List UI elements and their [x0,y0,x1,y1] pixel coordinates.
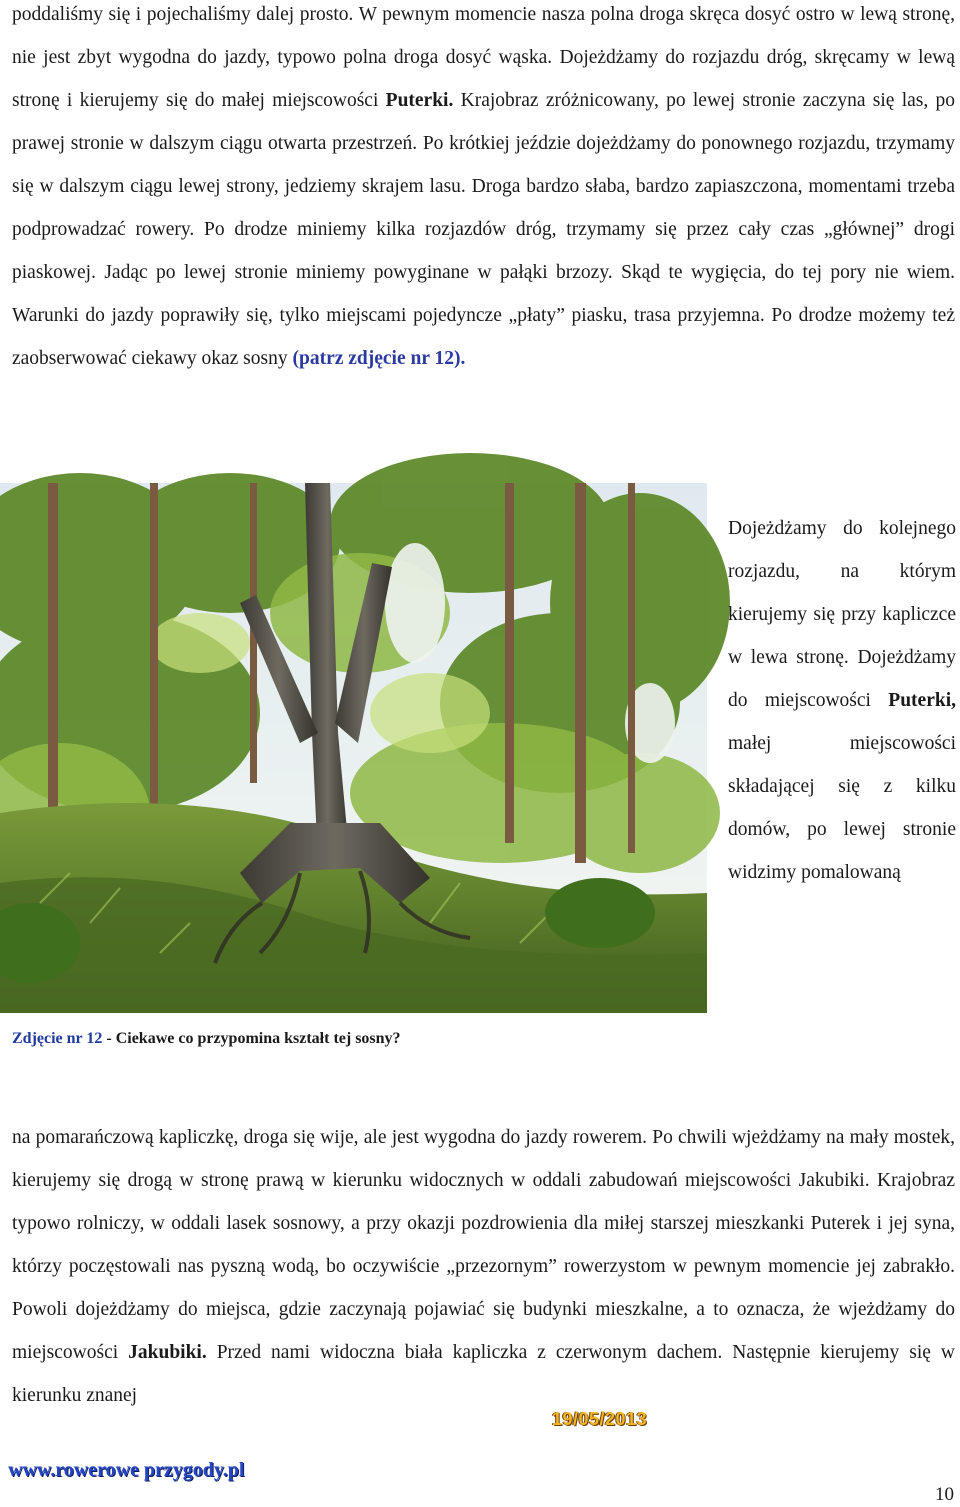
photo-caption-label: Zdjęcie nr 12 [12,1030,103,1047]
place-name-puterki: Puterki. [385,90,454,111]
place-name-jakubiki: Jakubiki. [128,1342,207,1363]
paragraph-sidebar: Dojeżdżamy do kolejnego rozjazdu, na którym kierujemy się przy kapliczce w lewa stronę. Dojeżdżamy do miejscowości Puterki, małej miejscowości składającej się z kilku domów, po lewej stronie widzimy pomalowaną [728,518,956,883]
photo-caption-text: - Ciekawe co przypomina kształt tej sosny? [102,1030,401,1047]
photo-caption [12,1030,401,1048]
photo-date-stamp: 19/05/2013 [552,1409,648,1429]
paragraph-intro: poddaliśmy się i pojechaliśmy dalej prosto. W pewnym momencie nasza polna droga skręca dosyć ostro w lewą stronę, nie jest zbyt wygodna do jazdy, typowo polna droga dosyć wąska. Dojeżdżamy do rozjazdu dróg, skręcamy w lewą stronę i kierujemy się do małej miejscowości Puterki. Krajobraz zróżnicowany, po lewej stronie zaczyna się las, po prawej stronie w dalszym ciągu otwarta przestrzeń. Po krótkiej jeździe dojeżdżamy do ponownego rozjazdu, trzymamy się w dalszym ciągu lewej strony, jedziemy skrajem lasu. Droga bardzo słaba, bardzo zapiaszczona, momentami trzeba podprowadzać rowery. Po drodze miniemy kilka rozjazdów dróg, trzymamy się przez cały czas „głównej” drogi piaskowej. Jadąc po lewej stronie miniemy powyginane w pałąki brzozy. Skąd te wygięcia, do tej pory nie wiem. Warunki do jazdy poprawiły się, tylko miejscami pojedyncze „płaty” piasku, trasa przyjemna. Po drodze możemy też zaobserwować ciekawy okaz sosny (patrz zdjęcie nr 12). [12,4,956,369]
photo-watermark: www.rowerowe przygody.pl [8,1459,245,1481]
photo-reference-link[interactable]: (patrz zdjęcie nr 12). [292,348,466,369]
pine-tree-photo-illustration [0,483,707,1013]
paragraph-continuation: na pomarańczową kapliczkę, droga się wije, ale jest wygodna do jazdy rowerem. Po chwili wjeżdżamy na mały mostek, kierujemy się drogą w stronę prawą w kierunku widocznych w oddali zabudowań miejscowości Jakubiki. Krajobraz typowo rolniczy, w oddali lasek sosnowy, a przy okazji pozdrowienia dla miłej starszej mieszkanki Puterek i jej syna, którzy poczęstowali nas pyszną wodą, bo oczywiście „przezornym” rowerzystom w pewnym momencie jej zabrakło. Powoli dojeżdżamy do miejsca, gdzie zaczynają pojawiać się budynki mieszkalne, a to oznacza, że wjeżdżamy do miejscowości Jakubiki. Przed nami widoczna biała kapliczka z czerwonym dachem. Następnie kierujemy się w kierunku znanej [12,1127,955,1406]
page-number: 10 [935,1484,954,1505]
place-name-puterki-2: Puterki, [888,690,956,711]
